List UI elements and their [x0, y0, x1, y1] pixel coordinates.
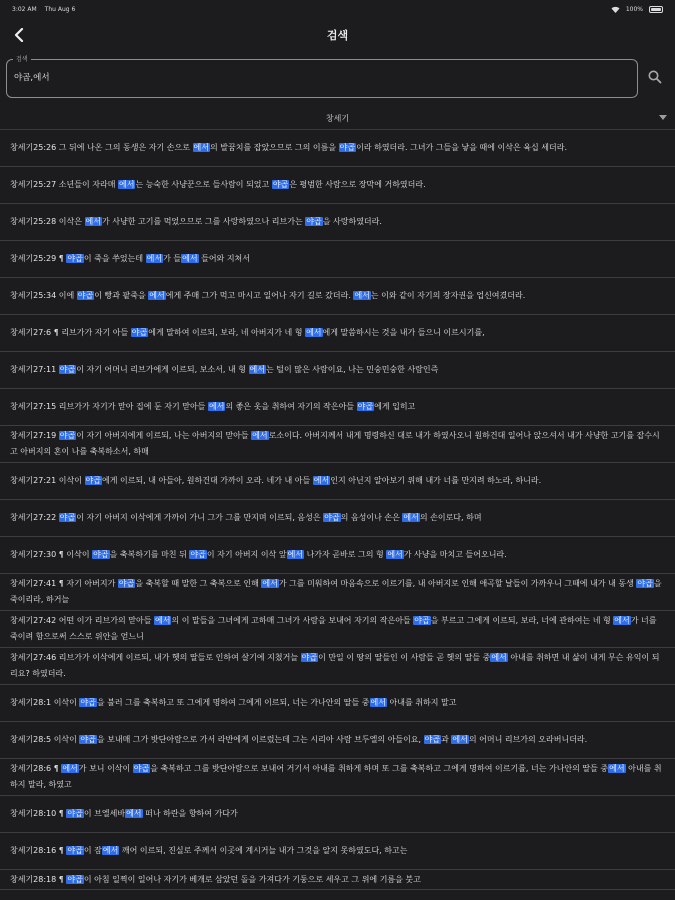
verse-text: 창세기25:34 이에 야곱이 빵과 팥죽을 에서에게 주매 그가 먹고 마시고 일어나 자기 길로 갔더라. 에서는 이와 같이 자기의 장자권을 업신여겼더라.: [10, 291, 526, 300]
verse-text: 창세기27:42 어떤 이가 리브가의 맏아들 에서의 이 말들을 그녀에게 고하매 그녀가 사람을 보내어 자기의 작은아들 야곱을 부르고 그에게 이르되, 보라, 너에 관하여는 네 형 에서가 너를 죽이려 함으로써 스스로 위안을 얻느니: [10, 616, 657, 641]
search-highlight: 에서: [491, 653, 507, 662]
search-highlight: 야곱: [414, 616, 430, 625]
verse-text: 창세기27:41 ¶ 자기 아버지가 야곱을 축복할 때 말한 그 축복으로 인해 에서가 그를 미워하여 마음속으로 이르기를, 내 아버지로 인해 애곡할 날들이 가까우니 그때에 내가 내 동생 야곱을 죽이리라, 하거늘: [10, 579, 662, 604]
verse-text: 창세기27:30 ¶ 이삭이 야곱을 축복하기를 마친 뒤 야곱이 자기 아버지 이삭 앞에서 나가자 곧바로 그의 형 에서가 사냥을 마치고 들어오니라.: [10, 550, 507, 559]
search-highlight: 야곱: [131, 328, 148, 337]
book-filter-dropdown[interactable]: [0, 107, 675, 129]
list-item[interactable]: [0, 463, 675, 500]
search-highlight: 야곱: [118, 579, 135, 588]
search-field[interactable]: [6, 56, 638, 98]
search-highlight: 야곱: [301, 653, 318, 662]
list-item[interactable]: [0, 722, 675, 759]
search-highlight: 에서: [249, 365, 265, 374]
search-field-label: 검색: [13, 54, 31, 63]
verse-text: 창세기27:22 야곱이 자기 아버지 이삭에게 가까이 가니 그가 그를 만지며 이르되, 음성은 야곱의 음성이나 손은 에서의 손이로다, 하며: [10, 513, 482, 522]
list-item[interactable]: [0, 130, 675, 167]
search-highlight: 에서: [118, 180, 135, 189]
search-highlight: 에서: [252, 431, 268, 440]
list-item[interactable]: [0, 389, 675, 426]
list-item[interactable]: [0, 315, 675, 352]
list-item[interactable]: [0, 870, 675, 890]
search-highlight: 에서: [614, 616, 630, 625]
verse-text: 창세기28:10 ¶ 야곱이 브엘세바에서 떠나 하란을 향하여 가다가: [10, 809, 238, 818]
verse-text: 창세기25:26 그 뒤에 나온 그의 동생은 자기 손으로 에서의 발꿈치를 잡았으므로 그의 이름을 야곱이라 하였더라. 그녀가 그들을 낳을 때에 이삭은 육십 세더라.: [10, 143, 567, 152]
verse-text: 창세기27:19 야곱이 자기 아버지에게 이르되, 나는 아버지의 맏아들 에서로소이다. 아버지께서 내게 명령하신 대로 내가 하였사오니 원하건대 일어나 앉으셔서 내가 사냥한 고기를 잡수시고 아버지의 혼이 나를 축복하소서, 하매: [10, 431, 660, 456]
search-highlight: 에서: [287, 550, 304, 559]
status-time: 3:02 AM: [12, 5, 37, 13]
search-highlight: 에서: [306, 328, 322, 337]
list-item[interactable]: [0, 241, 675, 278]
page-title: 검색: [326, 29, 349, 42]
verse-text: 창세기28:16 ¶ 야곱이 잠에서 깨어 이르되, 진실로 주께서 이곳에 계시거늘 내가 그것을 알지 못하였도다, 하고는: [10, 846, 408, 855]
search-highlight: 야곱: [190, 550, 206, 559]
search-highlight: 에서: [387, 550, 403, 559]
search-highlight: 야곱: [324, 513, 340, 522]
search-highlight: 에서: [62, 764, 78, 773]
search-highlight: 야곱: [77, 291, 94, 300]
search-highlight: 야곱: [424, 735, 441, 744]
list-item[interactable]: [0, 759, 675, 796]
verse-text: 창세기28:5 이삭이 야곱을 보내매 그가 밧단아람으로 가서 라반에게 이르렀는데 그는 시리아 사람 브두엘의 아들이요, 야곱과 에서의 어머니 리브가의 오라버니더라.: [10, 735, 588, 744]
search-highlight: 야곱: [67, 874, 83, 884]
list-item[interactable]: [0, 537, 675, 574]
search-results-list: [0, 129, 675, 900]
battery-percent: 100%: [625, 5, 643, 13]
search-highlight: 야곱: [80, 698, 96, 707]
search-highlight: 에서: [354, 291, 370, 300]
list-item[interactable]: [0, 167, 675, 204]
book-filter-label: 창세기: [325, 113, 350, 123]
search-highlight: 야곱: [59, 513, 76, 522]
search-input[interactable]: [14, 69, 614, 85]
search-highlight: 야곱: [93, 550, 109, 559]
search-highlight: 야곱: [85, 476, 101, 485]
search-highlight: 에서: [609, 764, 625, 773]
search-highlight: 야곱: [306, 217, 322, 226]
verse-text: 창세기28:6 ¶ 에서가 보니 이삭이 야곱을 축복하고 그를 밧단아람으로 보내어 거기서 아내를 취하게 하며 또 그를 축복하고 그에게 명하여 이르기를, 너는 가나안의 딸들 중에서 아내를 취하지 말라, 하였고: [10, 764, 662, 789]
search-highlight: 에서: [154, 616, 171, 625]
search-highlight: 에서: [102, 846, 119, 855]
verse-text: 창세기27:15 리브가가 자기가 맏아 집에 둔 자기 맏아들 에서의 좋은 옷을 취하여 자기의 작은아들 야곱에게 입히고: [10, 402, 416, 411]
verse-text: 창세기27:11 야곱이 자기 어머니 리브가에게 이르되, 보소서, 내 형 에서는 털이 많은 사람이요, 나는 민숭민숭한 사람인즉: [10, 365, 439, 374]
search-highlight: 에서: [193, 143, 209, 152]
search-highlight: 야곱: [272, 180, 289, 189]
search-highlight: 에서: [149, 291, 165, 300]
list-item[interactable]: [0, 204, 675, 241]
back-button[interactable]: [6, 22, 32, 48]
search-highlight: 에서: [403, 513, 419, 522]
search-highlight: 야곱: [67, 846, 83, 855]
list-item[interactable]: [0, 685, 675, 722]
verse-text: 창세기27:46 리브가가 이삭에게 이르되, 내가 헷의 딸들로 인하여 살기에 지쳤거늘 야곱이 만일 이 땅의 딸들인 이 사람들 곧 헷의 딸들 중에서 아내를 취하면 내 삶이 내게 무슨 유익이 되리요? 하였더라.: [10, 653, 660, 678]
verse-text: 창세기28:1 이삭이 야곱을 불러 그를 축복하고 또 그에게 명하여 그에게 이르되, 너는 가나안의 딸들 중에서 아내를 취하지 말고: [10, 698, 457, 707]
list-item[interactable]: [0, 833, 675, 870]
wifi-icon: [611, 6, 620, 13]
search-highlight: 야곱: [357, 402, 374, 411]
search-highlight: 에서: [146, 254, 163, 263]
search-highlight: 야곱: [133, 764, 150, 773]
search-highlight: 야곱: [67, 254, 83, 263]
search-highlight: 야곱: [59, 365, 76, 374]
verse-text: 창세기27:21 이삭이 야곱에게 이르되, 내 아들아, 원하건대 가까이 오라. 네가 내 아들 에서인지 아닌지 알아보기 위해 내가 너를 만지려 하노라, 하니라.: [10, 476, 542, 485]
search-highlight: 에서: [370, 698, 386, 707]
search-highlight: 에서: [182, 254, 198, 263]
status-date: Thu Aug 6: [44, 5, 76, 13]
chevron-left-icon: [13, 28, 25, 42]
verse-text: 창세기28:18 ¶ 야곱이 아침 일찍이 일어나 자기가 베개로 삼았던 돌을 가져다가 기둥으로 세우고 그 위에 기름을 붓고: [10, 874, 421, 884]
search-highlight: 야곱: [59, 431, 76, 440]
list-item[interactable]: [0, 278, 675, 315]
list-item[interactable]: [0, 796, 675, 833]
magnifier-icon[interactable]: [647, 69, 663, 85]
nav-bar: [0, 18, 675, 52]
list-item[interactable]: [0, 574, 675, 611]
search-highlight: 에서: [208, 402, 225, 411]
battery-icon: [649, 6, 663, 13]
list-item[interactable]: [0, 352, 675, 389]
verse-text: 창세기25:29 ¶ 야곱이 죽을 쑤었는데 에서가 들에서 들어와 지쳐서: [10, 254, 251, 263]
search-highlight: 야곱: [80, 735, 96, 744]
verse-text: 창세기27:6 ¶ 리브가가 자기 아들 야곱에게 말하여 이르되, 보라, 네 아버지가 네 형 에서에게 말씀하시는 것을 내가 들으니 이르시기를,: [10, 328, 485, 337]
search-highlight: 에서: [313, 476, 330, 485]
search-highlight: 야곱: [339, 143, 356, 152]
search-highlight: 야곱: [637, 579, 653, 588]
search-highlight: 에서: [85, 217, 101, 226]
list-item[interactable]: [0, 611, 675, 648]
verse-text: 창세기25:28 이삭은 에서가 사냥한 고기를 먹었으므로 그를 사랑하였으나 리브가는 야곱을 사랑하였더라.: [10, 217, 382, 226]
search-highlight: 에서: [262, 579, 278, 588]
search-highlight: 야곱: [67, 809, 83, 818]
status-bar: [0, 0, 675, 18]
search-highlight: 에서: [452, 735, 468, 744]
triangle-down-icon: [659, 115, 667, 120]
search-highlight: 에서: [126, 809, 142, 818]
list-item[interactable]: [0, 426, 675, 463]
verse-text: 창세기25:27 소년들이 자라매 에서는 능숙한 사냥꾼으로 들사람이 되었고 야곱은 평범한 사람으로 장막에 거하였더라.: [10, 180, 426, 189]
list-item[interactable]: [0, 648, 675, 685]
list-item[interactable]: [0, 500, 675, 537]
